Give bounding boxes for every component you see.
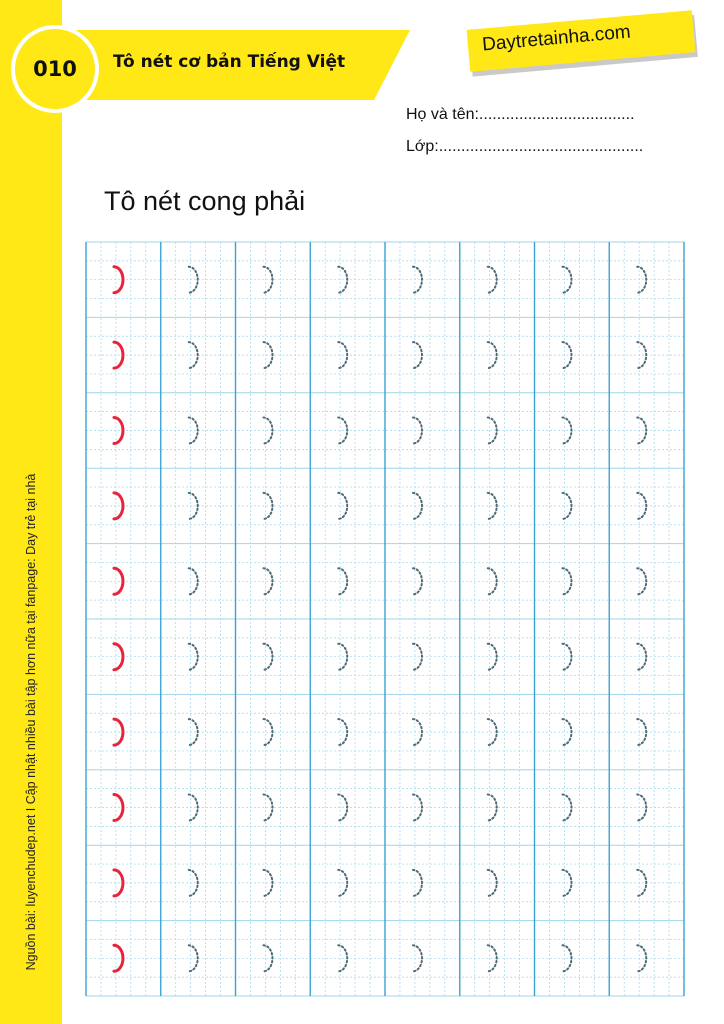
lesson-number: 010: [33, 57, 77, 81]
exercise-title: Tô nét cong phải: [104, 186, 306, 216]
class-field: Lớp:..............................................: [406, 138, 644, 155]
grid-lines: [86, 242, 684, 996]
worksheet-title: Tô nét cơ bản Tiếng Việt: [113, 52, 346, 72]
logo-text: Daytretainha.com: [481, 21, 632, 56]
source-credit: Nguồn bài: luyenchudep.net I Cập nhật nhiều bài tập hơn nữa tại fanpage: Day trẻ tại nhà: [24, 473, 38, 971]
name-field: Họ và tên:...................................: [406, 106, 635, 123]
